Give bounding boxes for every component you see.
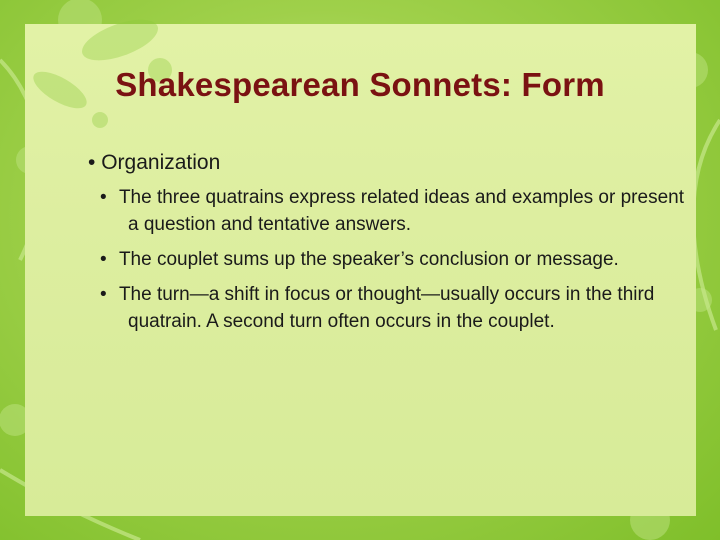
bullet-level2: • The turn—a shift in focus or thought—usually occurs in the third quatrain. A second turn often occurs in the couplet. xyxy=(100,284,655,332)
bullet-level2: • The three quatrains express related ideas and examples or present a question and tentative answers. xyxy=(100,187,684,235)
bullet-text: The three quatrains express related ideas and examples or present a question and tentative answers. xyxy=(118,187,684,235)
decor-circle xyxy=(92,112,108,128)
bullet-text: The turn—a shift in focus or thought—usually occurs in the third quatrain. A second turn often occurs in the couplet. xyxy=(118,284,655,332)
decor-leaf xyxy=(77,11,163,68)
bullet-marker: • xyxy=(88,151,96,174)
bullet-text: The couplet sums up the speaker’s conclusion or message. xyxy=(118,249,619,270)
bullet-level1 xyxy=(88,150,698,176)
bullet-text: Organization xyxy=(101,151,221,174)
slide-body xyxy=(88,150,698,343)
bullet-level2: • The couplet sums up the speaker’s conclusion or message. xyxy=(100,249,619,270)
slide-title: Shakespearean Sonnets: Form xyxy=(115,66,605,103)
